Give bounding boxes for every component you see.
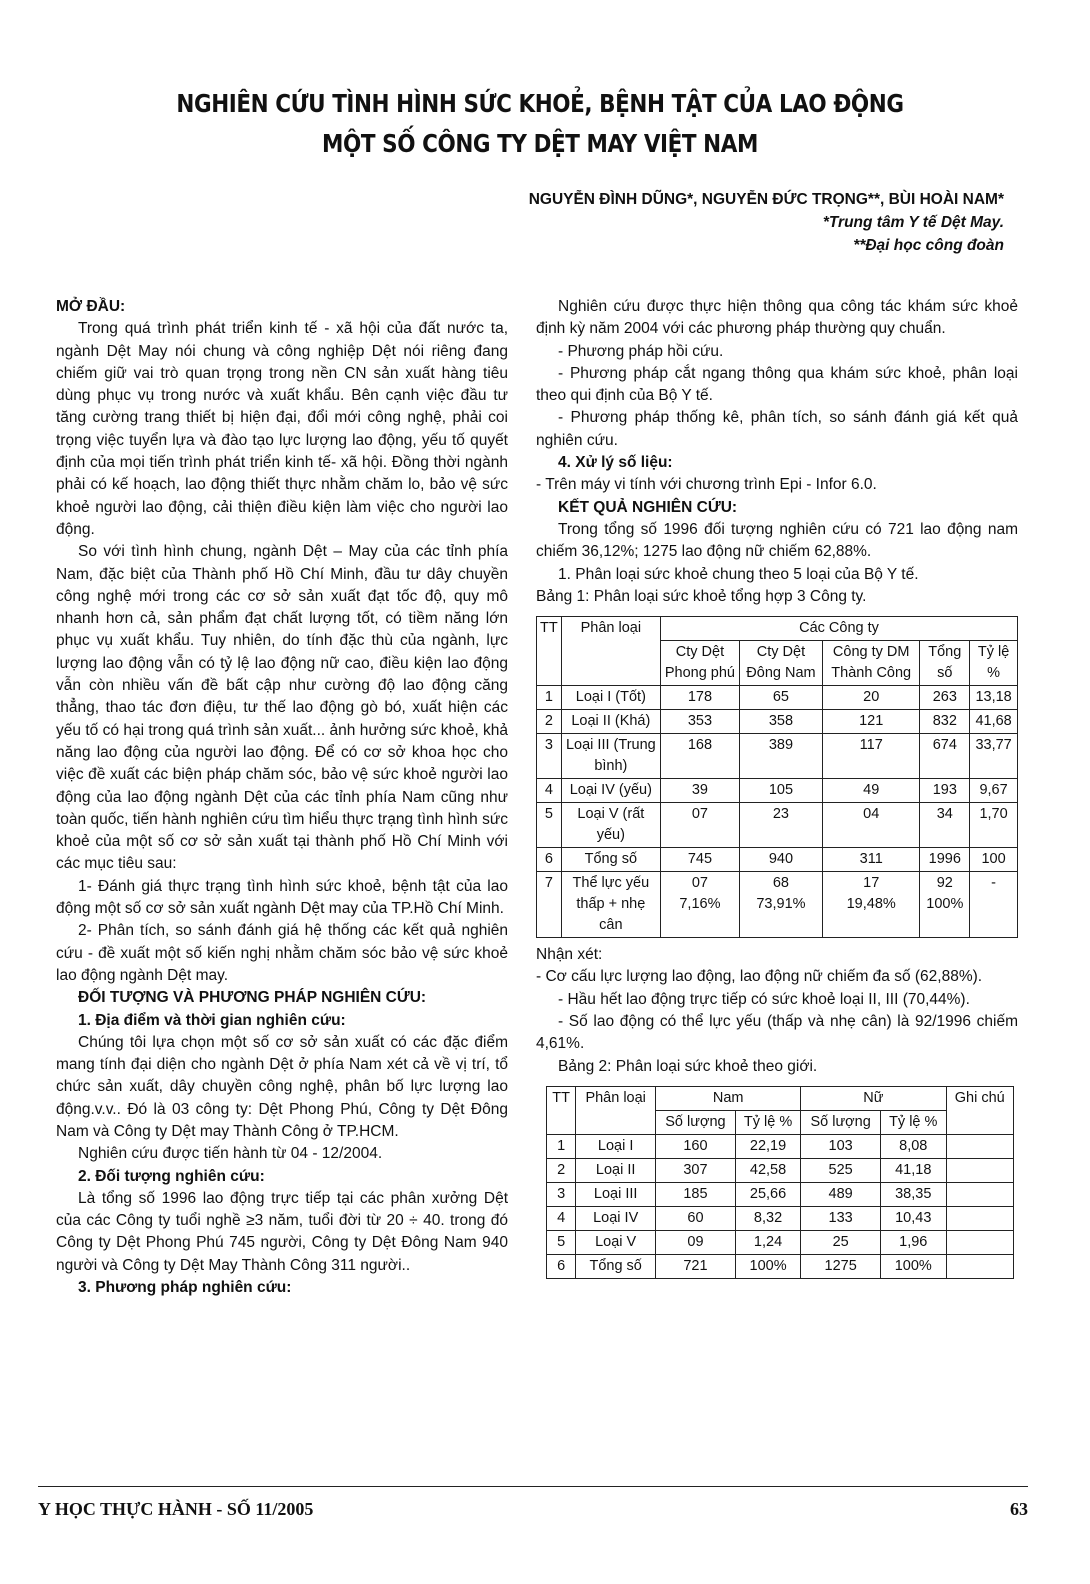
table-2-cell: Loại III xyxy=(576,1182,656,1206)
table-1 xyxy=(536,616,1018,938)
table-1-cell: 23 xyxy=(739,803,822,848)
table-1-cell: 178 xyxy=(660,686,739,710)
title-line-2: MỘT SỐ CÔNG TY DỆT MAY VIỆT NAM xyxy=(322,129,758,158)
table-2-row xyxy=(547,1134,1014,1158)
table-2-cell: 41,18 xyxy=(881,1158,947,1182)
table-1-cell-value: - xyxy=(991,875,997,892)
table-1-cell xyxy=(823,872,920,938)
table-1-cell: 168 xyxy=(660,734,739,779)
methods-paragraph: Nghiên cứu được thực hiện thông qua công tác khám sức khoẻ định kỳ năm 2004 với các phương pháp thường quy chuẩn. xyxy=(536,298,1018,338)
table-2-header-male: Nam xyxy=(656,1086,801,1110)
table-1-cell: 4 xyxy=(537,779,562,803)
table-1-header-company-3: Công ty DM Thành Công xyxy=(823,641,920,686)
table-2-cell: 103 xyxy=(801,1134,881,1158)
section-2-heading: 2. Đối tượng nghiên cứu: xyxy=(78,1167,265,1185)
table-1-cell xyxy=(660,872,739,938)
table-1-cell: 940 xyxy=(739,848,822,872)
table-1-cell xyxy=(537,872,562,938)
table-2-cell: 4 xyxy=(547,1206,576,1230)
table-1-cell: 33,77 xyxy=(970,734,1018,779)
table-2-header-male-rate: Tỷ lệ % xyxy=(735,1110,801,1134)
table-2-row xyxy=(547,1254,1014,1278)
table-1-cell: 353 xyxy=(660,710,739,734)
table-2-cell: 1275 xyxy=(801,1254,881,1278)
table-2-cell: 25,66 xyxy=(735,1182,801,1206)
table-1-caption: Bảng 1: Phân loại sức khoẻ tổng hợp 3 Công ty. xyxy=(536,587,867,605)
intro-heading: MỞ ĐẦU: xyxy=(56,298,126,315)
table-1-cell: 5 xyxy=(537,803,562,848)
author-block xyxy=(284,188,1004,257)
table-1-cell: 311 xyxy=(823,848,920,872)
subjects-paragraph: Là tổng số 1996 lao động trực tiếp tại các phân xưởng Dệt của các Công ty tuổi nghề ≥3 năm, tuổi đời từ 20 ÷ 40. trong đó Công ty Dệt Phong Phú 745 người, Công ty Dệt Đông Nam 940 người và Công ty Dệt May Thành Công 311 người.. xyxy=(56,1189,508,1274)
table-2-cell: 185 xyxy=(656,1182,736,1206)
table-1-cell: 3 xyxy=(537,734,562,779)
table-1-cell: 193 xyxy=(920,779,970,803)
table-1-header-category: Phân loại xyxy=(561,617,660,686)
table-1-row xyxy=(537,848,1018,872)
table-2-cell: Tổng số xyxy=(576,1254,656,1278)
table-1-cell xyxy=(970,872,1018,938)
table-1-row xyxy=(537,710,1018,734)
section-4-heading: 4. Xử lý số liệu: xyxy=(558,454,673,472)
intro-paragraph-1: Trong quá trình phát triển kinh tế - xã hội của đất nước ta, ngành Dệt May nói chung và công nghiệp Dệt nói riêng đang chiếm giữ vai trò quan trọng trong nền CN sản xuất hàng tiêu dùng phục vụ trong nước và xuất khẩu. Bên cạnh việc đầu tư tăng cường trang thiết bị hiện đại, đổi mới công nghệ, phải coi trọng việc tuyển lựa và đào tạo lực lượng lao động, yếu tố quyết định của mọi tiến trình phát triển kinh tế- xã hội. Đồng thời ngành phải có kế hoạch, lao động thiết thực nhằm chăm lo, bảo vệ sức khoẻ người lao động, cải thiện điều kiện làm việc cho người lao động. xyxy=(56,320,508,538)
methods-heading: ĐỐI TƯỢNG VÀ PHƯƠNG PHÁP NGHIÊN CỨU: xyxy=(78,989,427,1007)
table-2-cell: 3 xyxy=(547,1182,576,1206)
table-2-cell xyxy=(946,1134,1014,1158)
table-1-row xyxy=(537,803,1018,848)
table-2-cell: 38,35 xyxy=(881,1182,947,1206)
paper-title xyxy=(170,84,910,164)
table-2-cell: 1,24 xyxy=(735,1230,801,1254)
table-2-cell: 8,32 xyxy=(735,1206,801,1230)
table-1-cell: 2 xyxy=(537,710,562,734)
intro-paragraph-2: So với tình hình chung, ngành Dệt – May của các tỉnh phía Nam, đặc biệt của Thành phố Hồ Chí Minh, đầu tư dây chuyền công nghệ mới trong các cơ sở sản xuất đạt tốc độ, quy mô nhanh hơn cả, sản phẩm đạt chất lượng tốt, có tiềm năng lớn phục vụ xuất khẩu. Tuy nhiên, do tính đặc thù của ngành, lực lượng lao động vẫn có tỷ lệ lao động nữ cao, điều kiện lao động vẫn còn nhiều vấn đề bất cập như cường độ lao động căng thẳng, thao tác đơn điệu, tư thế lao động gò bó, xuất hiện các yếu tố có hại trong quá trình sản xuất... ảnh hưởng sức khoẻ, khả năng lao động của người lao động. Để có cơ sở khoa học cho việc đề xuất các biện pháp chăm sóc, bảo vệ sức khoẻ người lao động của lao động ngành Dệt của các tỉnh phía Nam cũng như toàn quốc, tiến hành nghiên cứu tìm hiểu thực trạng tình hình sức khoẻ của một số cơ sở sản xuất tại thành phố Hồ Chí Minh với các mục tiêu sau: xyxy=(56,543,508,873)
table-1-cell: 263 xyxy=(920,686,970,710)
table-1-cell: 04 xyxy=(823,803,920,848)
table-1-cell: 389 xyxy=(739,734,822,779)
table-1-cell: 34 xyxy=(920,803,970,848)
table-2 xyxy=(546,1086,1014,1279)
table-1-cell: 358 xyxy=(739,710,822,734)
table-1-cell: 1,70 xyxy=(970,803,1018,848)
table-2-header-female-count: Số lượng xyxy=(801,1110,881,1134)
remark-1: - Cơ cấu lực lượng lao động, lao động nữ chiếm đa số (62,88%). xyxy=(536,968,983,986)
table-1-cell-value: 68 xyxy=(772,875,789,892)
table-2-cell: Loại IV xyxy=(576,1206,656,1230)
results-heading: KẾT QUẢ NGHIÊN CỨU: xyxy=(558,498,738,516)
table-1-cell: 65 xyxy=(739,686,822,710)
table-1-cell: Tổng số xyxy=(561,848,660,872)
table-2-cell: 1,96 xyxy=(881,1230,947,1254)
table-1-header-companies: Các Công ty xyxy=(660,617,1017,641)
table-1-cell-value: 7,16% xyxy=(679,896,721,913)
table-1-cell: Loại I (Tốt) xyxy=(561,686,660,710)
remark-2: - Hầu hết lao động trực tiếp có sức khoẻ loại II, III (70,44%). xyxy=(558,990,970,1008)
affiliation-2: **Đại học công đoàn xyxy=(853,237,1004,254)
table-1-row xyxy=(537,686,1018,710)
table-2-cell: 525 xyxy=(801,1158,881,1182)
table-1-header-total: Tổng số xyxy=(920,641,970,686)
results-paragraph: Trong tổng số 1996 đối tượng nghiên cứu có 721 lao động nam chiếm 36,12%; 1275 lao động nữ chiếm 62,88%. xyxy=(536,520,1018,561)
table-1-cell: 41,68 xyxy=(970,710,1018,734)
table-1-cell-value: 7 xyxy=(544,875,553,892)
table-1-cell-value: 19,48% xyxy=(846,896,896,913)
table-1-cell-value: 92 xyxy=(936,875,953,892)
table-2-cell xyxy=(946,1158,1014,1182)
table-1-header-tt: TT xyxy=(537,617,562,686)
table-1-cell-value: 07 xyxy=(691,875,708,892)
table-1-header-company-1: Cty Dệt Phong phú xyxy=(660,641,739,686)
table-2-cell: Loại V xyxy=(576,1230,656,1254)
table-2-cell: 22,19 xyxy=(735,1134,801,1158)
left-column xyxy=(56,296,508,1299)
table-2-cell: 09 xyxy=(656,1230,736,1254)
table-2-cell: 100% xyxy=(881,1254,947,1278)
table-1-cell xyxy=(739,872,822,938)
table-1-cell-value: 73,91% xyxy=(756,896,806,913)
journal-name: Y HỌC THỰC HÀNH - SỐ 11/2005 xyxy=(38,1499,314,1519)
location-paragraph: Chúng tôi lựa chọn một số cơ sở sản xuất có các đặc điểm mang tính đại diện cho ngành Dệt ở phía Nam xét cả về vị trí, tổ chức sản xuất, dây chuyền công nghệ, phân bố lực lượng lao động.v.v.. Đó là 03 công ty: Dệt Phong Phú, Công ty Dệt Đông Nam và Công ty Dệt may Thành Công ở TP.HCM. xyxy=(56,1033,508,1140)
remark-heading: Nhận xét: xyxy=(536,946,603,964)
table-2-cell: Loại I xyxy=(576,1134,656,1158)
table-2-row xyxy=(547,1206,1014,1230)
table-2-cell: 721 xyxy=(656,1254,736,1278)
table-2-header-note: Ghi chú xyxy=(946,1086,1014,1134)
objective-1: 1- Đánh giá thực trạng tình hình sức khoẻ, bệnh tật của lao động một số cơ sở sản xuất ngành Dệt may của TP.Hồ Chí Minh. xyxy=(56,877,508,918)
table-2-cell: 6 xyxy=(547,1254,576,1278)
table-2-cell: 1 xyxy=(547,1134,576,1158)
table-2-cell xyxy=(946,1182,1014,1206)
method-bullet-2: - Phương pháp cắt ngang thông qua khám sức khoẻ, phân loại theo qui định của Bộ Y tế. xyxy=(536,364,1018,405)
table-2-cell: 42,58 xyxy=(735,1158,801,1182)
table-1-cell: Loại III (Trung bình) xyxy=(561,734,660,779)
table-1-cell: 9,67 xyxy=(970,779,1018,803)
table-1-cell: Loại II (Khá) xyxy=(561,710,660,734)
table-2-header-female: Nữ xyxy=(801,1086,946,1110)
method-bullet-3: - Phương pháp thống kê, phân tích, so sánh đánh giá kết quả nghiên cứu. xyxy=(536,409,1018,449)
table-1-header-row xyxy=(537,617,1018,641)
table-1-cell-value: Thể lực yếu thấp + nhẹ cân xyxy=(572,875,650,934)
table-1-cell: Loại IV (yếu) xyxy=(561,779,660,803)
table-1-cell: 6 xyxy=(537,848,562,872)
table-2-cell: 2 xyxy=(547,1158,576,1182)
table-1-row xyxy=(537,734,1018,779)
table-1-cell: 100 xyxy=(970,848,1018,872)
table-2-cell: 10,43 xyxy=(881,1206,947,1230)
processing-paragraph: - Trên máy vi tính với chương trình Epi - Infor 6.0. xyxy=(536,476,877,494)
table-2-header-category: Phân loại xyxy=(576,1086,656,1134)
page-number: 63 xyxy=(1010,1499,1028,1519)
results-item-1: 1. Phân loại sức khoẻ chung theo 5 loại của Bộ Y tế. xyxy=(558,565,919,583)
table-2-cell: 100% xyxy=(735,1254,801,1278)
table-1-header-rate: Tỷ lệ % xyxy=(970,641,1018,686)
section-1-heading: 1. Địa điểm và thời gian nghiên cứu: xyxy=(78,1011,346,1029)
table-2-cell xyxy=(946,1206,1014,1230)
table-1-cell: Loại V (rất yếu) xyxy=(561,803,660,848)
table-1-cell: 674 xyxy=(920,734,970,779)
table-1-row xyxy=(537,779,1018,803)
table-1-cell: 1 xyxy=(537,686,562,710)
table-1-cell: 117 xyxy=(823,734,920,779)
table-1-cell: 832 xyxy=(920,710,970,734)
method-bullet-1: - Phương pháp hồi cứu. xyxy=(558,342,724,360)
title-line-1: NGHIÊN CỨU TÌNH HÌNH SỨC KHOẺ, BỆNH TẬT CỦA LAO ĐỘNG xyxy=(176,89,904,118)
table-2-cell xyxy=(946,1230,1014,1254)
table-1-cell: 13,18 xyxy=(970,686,1018,710)
affiliation-1: *Trung tâm Y tế Dệt May. xyxy=(822,214,1004,231)
table-2-header-row xyxy=(547,1086,1014,1110)
table-1-cell: 1996 xyxy=(920,848,970,872)
table-2-row xyxy=(547,1158,1014,1182)
table-1-cell xyxy=(561,872,660,938)
right-column xyxy=(536,296,1018,1279)
table-1-cell: 39 xyxy=(660,779,739,803)
table-2-header-tt: TT xyxy=(547,1086,576,1134)
objective-2: 2- Phân tích, so sánh đánh giá hệ thống các kết quả nghiên cứu - đề xuất một số kiến nghị nhằm chăm sóc bảo vệ sức khoẻ lao động ngành Dệt may. xyxy=(56,922,508,984)
table-2-cell: 5 xyxy=(547,1230,576,1254)
section-3-heading: 3. Phương pháp nghiên cứu: xyxy=(78,1279,292,1297)
table-2-row xyxy=(547,1182,1014,1206)
table-2-header-female-rate: Tỷ lệ % xyxy=(881,1110,947,1134)
table-2-cell: 160 xyxy=(656,1134,736,1158)
table-2-cell: 60 xyxy=(656,1206,736,1230)
table-1-cell-value: 100% xyxy=(926,896,964,913)
table-1-cell: 121 xyxy=(823,710,920,734)
table-2-cell xyxy=(946,1254,1014,1278)
table-2-cell: 8,08 xyxy=(881,1134,947,1158)
table-1-cell: 49 xyxy=(823,779,920,803)
table-1-cell: 105 xyxy=(739,779,822,803)
time-paragraph: Nghiên cứu được tiến hành từ 04 - 12/2004. xyxy=(78,1145,383,1163)
remark-3: - Số lao động có thể lực yếu (thấp và nhẹ cân) là 92/1996 chiếm 4,61%. xyxy=(536,1013,1018,1053)
table-1-header-company-2: Cty Dệt Đông Nam xyxy=(739,641,822,686)
table-2-caption: Bảng 2: Phân loại sức khoẻ theo giới. xyxy=(558,1057,818,1075)
table-2-cell: Loại II xyxy=(576,1158,656,1182)
author-names: NGUYỄN ĐÌNH DŨNG*, NGUYỄN ĐỨC TRỌNG**, BÙI HOÀI NAM* xyxy=(528,191,1004,208)
table-2-cell: 133 xyxy=(801,1206,881,1230)
table-1-cell: 20 xyxy=(823,686,920,710)
table-2-row xyxy=(547,1230,1014,1254)
table-1-cell-value: 17 xyxy=(863,875,880,892)
page-footer xyxy=(38,1486,1028,1520)
table-1-row-weak xyxy=(537,872,1018,938)
table-1-cell: 745 xyxy=(660,848,739,872)
table-2-cell: 25 xyxy=(801,1230,881,1254)
table-1-cell: 07 xyxy=(660,803,739,848)
table-2-cell: 307 xyxy=(656,1158,736,1182)
table-2-header-male-count: Số lượng xyxy=(656,1110,736,1134)
table-1-cell xyxy=(920,872,970,938)
table-2-cell: 489 xyxy=(801,1182,881,1206)
